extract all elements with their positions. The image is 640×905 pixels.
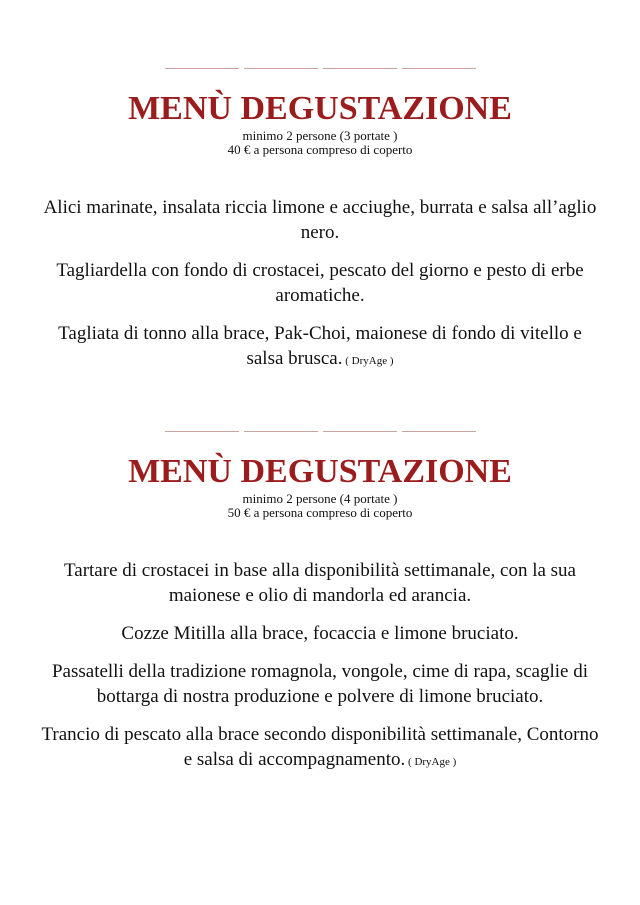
divider-segment	[402, 431, 476, 432]
menu-price: 40 € a persona compreso di coperto	[227, 142, 413, 157]
tasting-menu-3-courses	[0, 68, 640, 387]
menu-minimum-persons: minimo 2 persone (3 portate )	[242, 128, 398, 143]
dish-list	[40, 558, 600, 775]
tasting-menu-4-courses	[0, 431, 640, 788]
decorative-divider	[0, 68, 640, 71]
decorative-divider	[0, 431, 640, 434]
menu-title: MENÙ DEGUSTAZIONE	[128, 90, 512, 127]
dryage-tag: ( DryAge )	[345, 355, 394, 367]
dryage-tag: ( DryAge )	[408, 756, 457, 768]
divider-segment	[244, 431, 318, 432]
dish-item: Cozze Mitilla alla brace, focaccia e limone bruciato.	[121, 623, 519, 644]
menu-title: MENÙ DEGUSTAZIONE	[128, 453, 512, 490]
dish-item: Tagliardella con fondo di crostacei, pescato del giorno e pesto di erbe aromatiche.	[56, 260, 584, 306]
dish-text: Trancio di pescato alla brace secondo disponibilità settimanale, Contorno e salsa di accompagnamento.	[41, 724, 599, 770]
divider-segment	[165, 68, 239, 69]
divider-segment	[323, 431, 397, 432]
dish-item	[40, 321, 600, 374]
dish-text: Tagliata di tonno alla brace, Pak-Choi, maionese di fondo di vitello e salsa brusca.	[58, 323, 582, 369]
divider-segment	[323, 68, 397, 69]
menu-price: 50 € a persona compreso di coperto	[227, 505, 413, 520]
dish-list	[40, 195, 600, 374]
dish-item	[40, 722, 600, 775]
menu-minimum-persons: minimo 2 persone (4 portate )	[242, 491, 398, 506]
divider-segment	[244, 68, 318, 69]
dish-item: Passatelli della tradizione romagnola, vongole, cime di rapa, scaglie di bottarga di nostra produzione e polvere di limone bruciato.	[51, 661, 589, 707]
divider-segment	[402, 68, 476, 69]
divider-segment	[165, 431, 239, 432]
dish-item: Tartare di crostacei in base alla disponibilità settimanale, con la sua maionese e olio di mandorla ed arancia.	[63, 560, 576, 606]
dish-item: Alici marinate, insalata riccia limone e acciughe, burrata e salsa all’aglio nero.	[43, 197, 597, 243]
